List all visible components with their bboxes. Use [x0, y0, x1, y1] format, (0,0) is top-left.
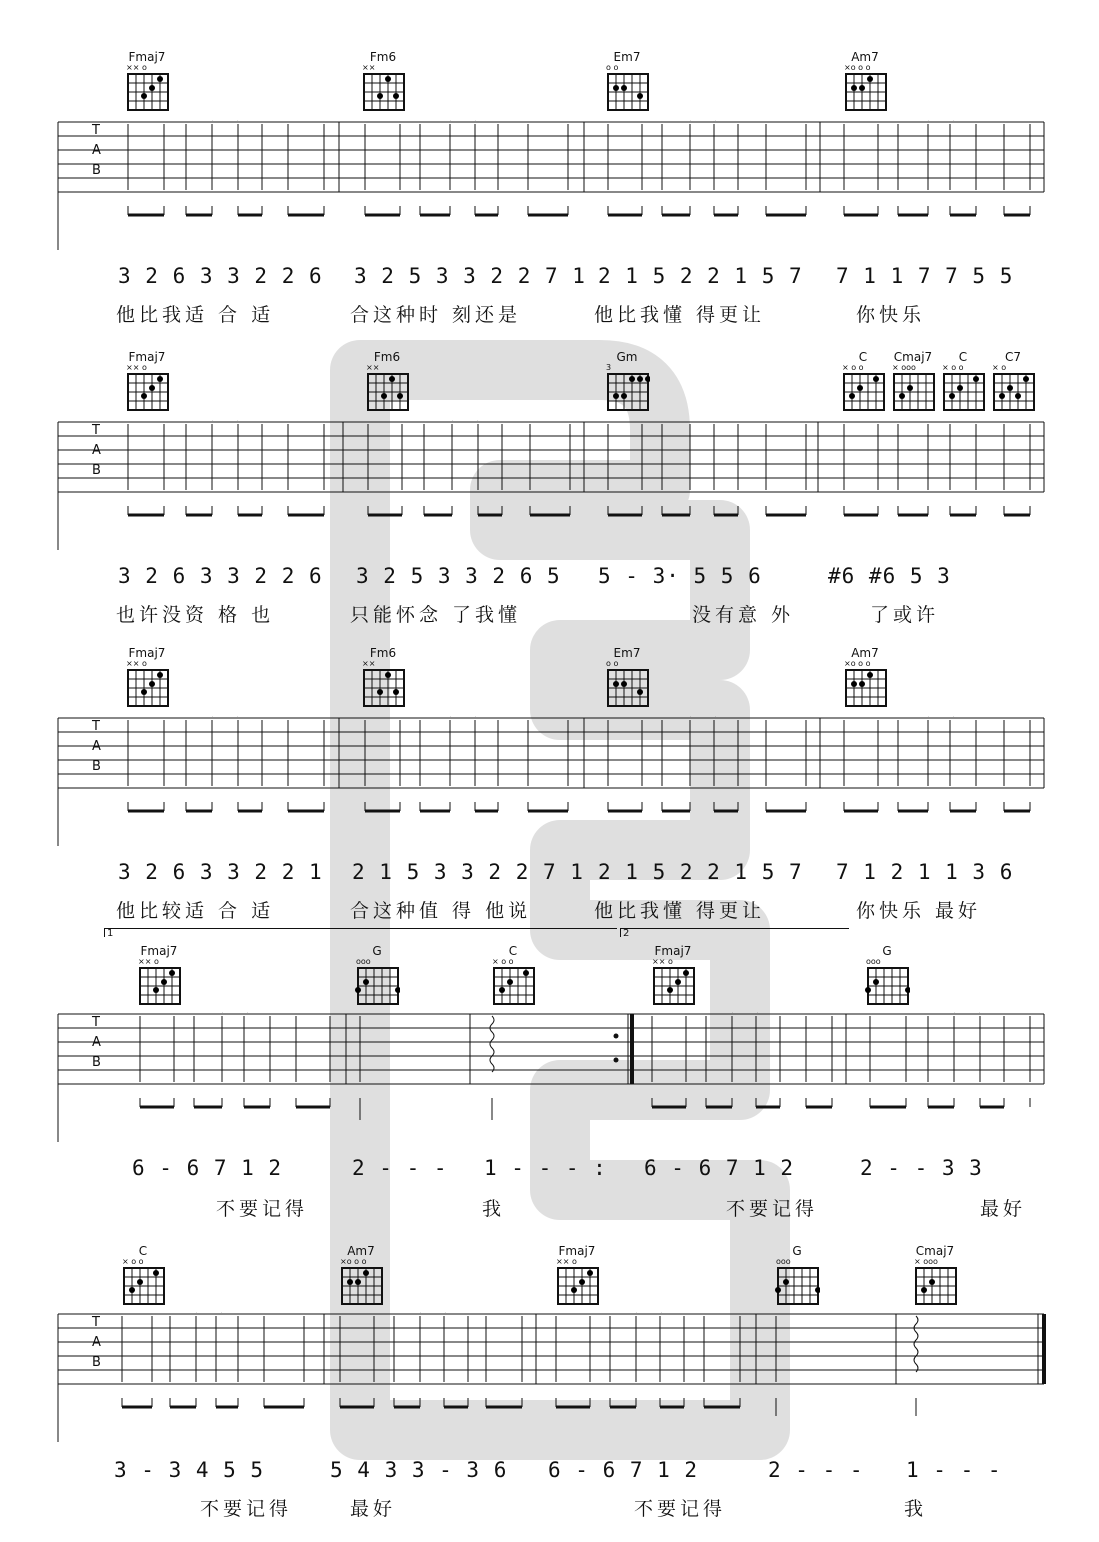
chord-diagram — [604, 350, 650, 412]
chord-diagram — [338, 1244, 384, 1306]
string-marks: × o o — [842, 363, 864, 372]
notation-measure: 3 2 6 3 3 2 2 1 — [118, 860, 323, 884]
chord-name: C — [138, 1244, 148, 1258]
fretboard-icon — [774, 1266, 820, 1306]
fretboard-icon — [840, 372, 886, 412]
volta-bracket-2: 2 — [620, 928, 849, 937]
lyric-line: 只能怀念 了我懂 — [350, 604, 522, 626]
chord-name: Em7 — [613, 50, 641, 64]
chord-name: Fmaj7 — [140, 944, 178, 958]
chord-diagram — [124, 50, 170, 112]
string-marks: × o — [992, 363, 1007, 372]
tab-letter: T — [92, 423, 100, 438]
fretboard-icon — [842, 668, 888, 708]
fretboard-icon — [490, 966, 536, 1006]
string-marks: ooo — [356, 957, 371, 966]
fretboard-icon — [912, 1266, 958, 1306]
lyric-line: 不要记得 — [726, 1198, 819, 1220]
chord-name: Fmaj7 — [128, 350, 166, 364]
chord-diagram — [554, 1244, 600, 1306]
fretboard-icon — [354, 966, 400, 1006]
chord-diagram — [604, 50, 650, 112]
tab-staff — [0, 1012, 1099, 1142]
chord-diagram — [940, 350, 986, 412]
lyric-line: 他比较适 合 适 — [116, 900, 275, 922]
chord-name: Am7 — [851, 646, 879, 660]
string-marks: o o — [606, 63, 619, 72]
notation-measure: 2 1 5 2 2 1 5 7 — [598, 264, 803, 288]
tab-letter: B — [92, 1355, 101, 1370]
lyric-line: 最好 — [350, 1498, 397, 1520]
string-marks: ×× o — [556, 1257, 577, 1266]
chord-diagram — [490, 944, 536, 1006]
chord-diagram — [890, 350, 936, 412]
tab-letter: A — [92, 443, 101, 458]
chord-name: G — [792, 1244, 802, 1258]
fretboard-icon — [842, 72, 888, 112]
chord-name: G — [882, 944, 892, 958]
lyric-line: 我 — [904, 1498, 928, 1520]
chord-diagram — [864, 944, 910, 1006]
tab-letter: A — [92, 1035, 101, 1050]
fretboard-icon — [360, 72, 406, 112]
tab-letter: A — [92, 1335, 101, 1350]
string-marks: ×× — [362, 659, 376, 668]
chord-name: Fmaj7 — [128, 646, 166, 660]
chord-diagram — [912, 1244, 958, 1306]
lyric-line: 最好 — [980, 1198, 1027, 1220]
fretboard-icon — [940, 372, 986, 412]
tab-letter: B — [92, 463, 101, 478]
fretboard-icon — [650, 966, 696, 1006]
chord-name: Fmaj7 — [128, 50, 166, 64]
fretboard-icon — [338, 1266, 384, 1306]
notation-measure: 3 2 5 3 3 2 6 5 — [356, 564, 561, 588]
tab-staff — [0, 120, 1099, 250]
notation-measure: #6 #6 5 3 — [828, 564, 951, 588]
lyric-line: 没有意 外 — [692, 604, 795, 626]
string-marks: ×× o — [126, 363, 147, 372]
tab-staff — [0, 1312, 1099, 1442]
chord-name: Fm6 — [369, 646, 397, 660]
string-marks: ×× — [362, 63, 376, 72]
notation-measure: 7 1 2 1 1 3 6 — [836, 860, 1014, 884]
tab-letter: T — [92, 1015, 100, 1030]
chord-name: C — [958, 350, 968, 364]
chord-diagram — [124, 350, 170, 412]
string-marks: × o o — [122, 1257, 144, 1266]
chord-diagram — [360, 646, 406, 708]
fretboard-icon — [360, 668, 406, 708]
lyric-line: 你快乐 最好 — [856, 900, 982, 922]
volta-bracket-1: 1 — [104, 928, 617, 937]
lyric-line: 了或许 — [870, 604, 940, 626]
chord-diagram — [354, 944, 400, 1006]
notation-measure: 3 2 6 3 3 2 2 6 — [118, 564, 323, 588]
chord-diagram — [364, 350, 410, 412]
string-marks: ×× o — [126, 659, 147, 668]
chord-name: G — [372, 944, 382, 958]
notation-measure: 6 - 6 7 1 2 — [132, 1156, 283, 1180]
chord-diagram — [842, 50, 888, 112]
tab-letter: A — [92, 739, 101, 754]
chord-name: Gm — [616, 350, 638, 364]
fretboard-icon — [136, 966, 182, 1006]
string-marks: × ooo — [892, 363, 916, 372]
fretboard-icon — [890, 372, 936, 412]
notation-measure: 5 - 3· 5 5 6 — [598, 564, 762, 588]
chord-name: C7 — [1004, 350, 1021, 364]
tab-staff — [0, 420, 1099, 550]
tab-letter: A — [92, 143, 101, 158]
string-marks: ooo — [866, 957, 881, 966]
lyric-line: 不要记得 — [216, 1198, 309, 1220]
fretboard-icon — [120, 1266, 166, 1306]
string-marks: × o o — [492, 957, 514, 966]
chord-diagram — [604, 646, 650, 708]
notation-measure: 6 - 6 7 1 2 — [644, 1156, 795, 1180]
string-marks: o o — [606, 659, 619, 668]
notation-measure: 6 - 6 7 1 2 — [548, 1458, 699, 1482]
lyric-line: 你快乐 — [856, 304, 926, 326]
string-marks: ×o o o — [340, 1257, 367, 1266]
chord-diagram — [136, 944, 182, 1006]
chord-diagram — [774, 1244, 820, 1306]
chord-diagram — [360, 50, 406, 112]
fretboard-icon — [364, 372, 410, 412]
chord-name: C — [858, 350, 868, 364]
tab-letter: B — [92, 759, 101, 774]
chord-diagram — [650, 944, 696, 1006]
chord-name: Cmaj7 — [915, 1244, 955, 1258]
chord-diagram — [124, 646, 170, 708]
tab-letter: T — [92, 123, 100, 138]
string-marks: ×o o o — [844, 659, 871, 668]
lyric-line: 也许没资 格 也 — [116, 604, 275, 626]
tab-letter: T — [92, 1315, 100, 1330]
fretboard-icon — [604, 72, 650, 112]
fretboard-icon — [604, 668, 650, 708]
lyric-line: 不要记得 — [200, 1498, 293, 1520]
chord-name: Em7 — [613, 646, 641, 660]
chord-diagram — [120, 1244, 166, 1306]
notation-measure: 2 - - - — [352, 1156, 448, 1180]
notation-measure: 1 - - - — [906, 1458, 1002, 1482]
lyric-line: 合这种时 刻还是 — [350, 304, 522, 326]
string-marks: ×× o — [126, 63, 147, 72]
fretboard-icon — [124, 72, 170, 112]
fretboard-icon — [124, 372, 170, 412]
notation-measure: 2 - - - — [768, 1458, 864, 1482]
fretboard-icon — [554, 1266, 600, 1306]
chord-name: Am7 — [851, 50, 879, 64]
chord-name: Cmaj7 — [893, 350, 933, 364]
notation-measure: 5 4 3 3 - 3 6 — [330, 1458, 508, 1482]
lyric-line: 他比我适 合 适 — [116, 304, 275, 326]
fretboard-icon — [604, 372, 650, 412]
chord-name: Fm6 — [373, 350, 401, 364]
tab-staff — [0, 716, 1099, 846]
lyric-line: 他比我懂 得更让 — [594, 304, 766, 326]
string-marks: × ooo — [914, 1257, 938, 1266]
fretboard-icon — [864, 966, 910, 1006]
chord-name: C — [508, 944, 518, 958]
lyric-line: 合这种值 得 他说 — [350, 900, 532, 922]
notation-measure: 2 - - 3 3 — [860, 1156, 983, 1180]
lyric-line: 不要记得 — [634, 1498, 727, 1520]
tab-letter: T — [92, 719, 100, 734]
string-marks: ×× o — [652, 957, 673, 966]
lyric-line: 他比我懂 得更让 — [594, 900, 766, 922]
chord-diagram — [990, 350, 1036, 412]
notation-measure: 3 - 3 4 5 5 — [114, 1458, 265, 1482]
notation-measure: 7 1 1 7 7 5 5 — [836, 264, 1014, 288]
chord-diagram — [840, 350, 886, 412]
chord-name: Fm6 — [369, 50, 397, 64]
chord-name: Fmaj7 — [558, 1244, 596, 1258]
notation-measure: 1 - - - : — [484, 1156, 607, 1180]
chord-name: Fmaj7 — [654, 944, 692, 958]
string-marks: × o o — [942, 363, 964, 372]
string-marks: ×× o — [138, 957, 159, 966]
string-marks: ×o o o — [844, 63, 871, 72]
notation-measure: 2 1 5 2 2 1 5 7 — [598, 860, 803, 884]
lyric-line: 我 — [482, 1198, 506, 1220]
chord-diagram — [842, 646, 888, 708]
tab-letter: B — [92, 163, 101, 178]
string-marks: ×× — [366, 363, 380, 372]
string-marks: 3 — [606, 363, 612, 372]
fretboard-icon — [990, 372, 1036, 412]
notation-measure: 3 2 5 3 3 2 2 7 1 — [354, 264, 586, 288]
string-marks: ooo — [776, 1257, 791, 1266]
tab-letter: B — [92, 1055, 101, 1070]
fretboard-icon — [124, 668, 170, 708]
notation-measure: 3 2 6 3 3 2 2 6 — [118, 264, 323, 288]
notation-measure: 2 1 5 3 3 2 2 7 1 — [352, 860, 584, 884]
chord-name: Am7 — [347, 1244, 375, 1258]
